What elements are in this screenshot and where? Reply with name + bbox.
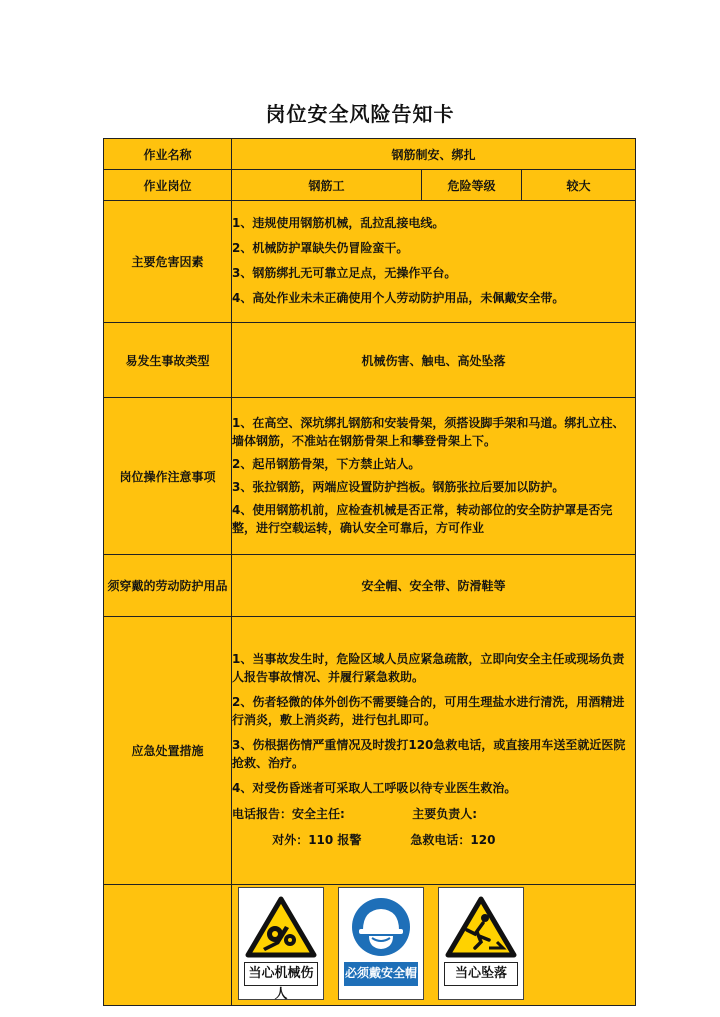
signs-label-cell bbox=[104, 885, 232, 1006]
emergency-item: 3、伤根据伤情严重情况及时拨打120急救电话，或直接用车送至就近医院抢救、治疗。 bbox=[232, 737, 626, 770]
hazards-content bbox=[232, 201, 636, 323]
hazards-label: 主要危害因素 bbox=[104, 201, 232, 323]
emergency-item: 4、对受伤昏迷者可采取人工呼吸以待专业医生救治。 bbox=[232, 780, 517, 795]
machine-hazard-icon bbox=[245, 896, 317, 958]
job-name-label: 作业名称 bbox=[104, 139, 232, 170]
sign-machine-hazard-text: 当心机械伤人 bbox=[244, 962, 318, 986]
sign-fall-hazard-text: 当心坠落 bbox=[444, 962, 518, 986]
job-post-label: 作业岗位 bbox=[104, 170, 232, 201]
card-title: 岗位安全风险告知卡 bbox=[265, 102, 455, 126]
phone-report-line bbox=[232, 805, 635, 823]
sign-wear-helmet bbox=[338, 887, 424, 1000]
hazard-item: 4、高处作业未未正确使用个人劳动防护用品，未佩戴安全带。 bbox=[232, 291, 565, 305]
emergency-phone-line bbox=[232, 831, 635, 849]
hazard-item: 2、机械防护罩缺失仍冒险蛮干。 bbox=[232, 241, 409, 255]
signs-cell bbox=[232, 885, 636, 1006]
precaution-item: 4、使用钢筋机前，应检查机械是否正常，转动部位的安全防护罩是否完整，进行空载运转，确认安全可靠后，方可作业 bbox=[232, 503, 613, 535]
emergency-item: 2、伤者轻微的体外创伤不需要缝合的，可用生理盐水进行清洗，用酒精进行消炎，敷上消炎药，进行包扎即可。 bbox=[232, 694, 625, 727]
precautions-label: 岗位操作注意事项 bbox=[104, 398, 232, 555]
sign-machine-hazard bbox=[238, 887, 324, 1000]
row-job-post bbox=[104, 170, 636, 201]
hazard-item: 1、违规使用钢筋机械，乱拉乱接电线。 bbox=[232, 216, 445, 230]
precautions-content bbox=[232, 398, 636, 555]
row-ppe bbox=[104, 555, 636, 617]
ppe-value: 安全帽、安全带、防滑鞋等 bbox=[232, 555, 636, 617]
row-hazards bbox=[104, 201, 636, 323]
emergency-label: 应急处置措施 bbox=[104, 617, 232, 885]
emergency-item: 1、当事故发生时，危险区域人员应紧急疏散，立即向安全主任或现场负责人报告事故情况、并履行紧急救助。 bbox=[232, 651, 625, 684]
first-aid-phone: 急救电话：120 bbox=[410, 832, 496, 847]
helmet-icon bbox=[345, 896, 417, 958]
accidents-value: 机械伤害、触电、高处坠落 bbox=[232, 323, 636, 398]
sign-fall-hazard bbox=[438, 887, 524, 1000]
row-job-name bbox=[104, 139, 636, 170]
hazard-item: 3、钢筋绑扎无可靠立足点，无操作平台。 bbox=[232, 266, 457, 280]
job-name-value: 钢筋制安、绑扎 bbox=[232, 139, 636, 170]
job-post-value: 钢筋工 bbox=[232, 170, 422, 201]
accidents-label: 易发生事故类型 bbox=[104, 323, 232, 398]
risk-level-label: 危险等级 bbox=[422, 170, 522, 201]
sign-wear-helmet-text: 必须戴安全帽 bbox=[344, 962, 418, 986]
precaution-item: 1、在高空、深坑绑扎钢筋和安装骨架，须搭设脚手架和马道。绑扎立柱、墙体钢筋，不准站在钢筋骨架上和攀登骨架上下。 bbox=[232, 416, 625, 448]
external-alarm: 对外：110 报警 bbox=[272, 832, 362, 847]
precaution-item: 3、张拉钢筋，两端应设置防护挡板。钢筋张拉后要加以防护。 bbox=[232, 480, 565, 494]
risk-level-value: 较大 bbox=[522, 170, 636, 201]
risk-card-table bbox=[103, 138, 636, 1006]
precaution-item: 2、起吊钢筋骨架，下方禁止站人。 bbox=[232, 457, 421, 471]
emergency-content bbox=[232, 617, 636, 885]
row-precautions bbox=[104, 398, 636, 555]
safety-director-label: 电话报告：安全主任: bbox=[232, 806, 345, 821]
ppe-label: 须穿戴的劳动防护用品 bbox=[104, 555, 232, 617]
fall-hazard-icon bbox=[445, 896, 517, 958]
row-accidents bbox=[104, 323, 636, 398]
row-emergency bbox=[104, 617, 636, 885]
safety-signs bbox=[232, 887, 635, 1000]
main-person-label: 主要负责人: bbox=[412, 806, 477, 821]
row-signs bbox=[104, 885, 636, 1006]
